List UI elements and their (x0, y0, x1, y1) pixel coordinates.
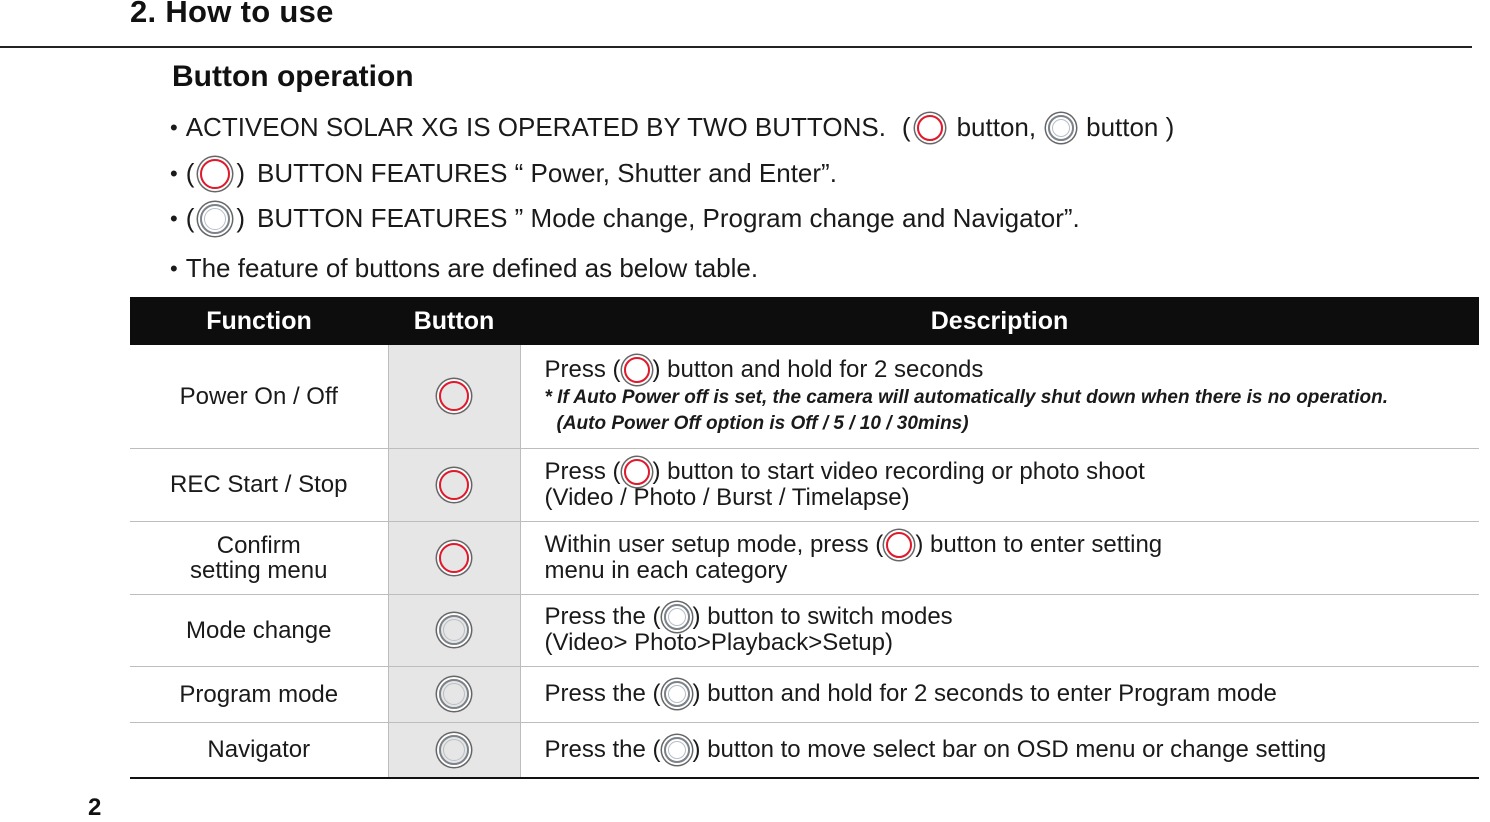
bullet-1-red-word: button, (956, 112, 1037, 142)
bullet-dot: • (170, 205, 178, 231)
bullet-1-text: ACTIVEON SOLAR XG IS OPERATED BY TWO BUTTONS. (185, 112, 886, 142)
desc-pre: Press the ( (544, 603, 661, 630)
bullet-4-text: The feature of buttons are defined as below table. (185, 253, 759, 283)
description-cell (520, 448, 1479, 521)
function-cell (130, 345, 388, 448)
bullet-2-text: BUTTON FEATURES “ Power, Shutter and Enter”. (257, 158, 837, 188)
col-function: Function (130, 297, 388, 345)
desc-line2: (Video> Photo>Playback>Setup) (544, 629, 893, 656)
bullet-1-gray-word: button ) (1086, 112, 1175, 142)
table-row (130, 666, 1479, 722)
red-button-icon (439, 543, 469, 573)
desc-pre: Press ( (544, 356, 621, 384)
bullet-2-close: ) (236, 158, 246, 188)
gray-button-icon (439, 735, 469, 765)
table-row (130, 594, 1479, 666)
subtitle: Button operation (172, 60, 414, 93)
function-cell (130, 666, 388, 722)
description-cell (520, 521, 1479, 594)
description-cell (520, 722, 1479, 778)
description-cell (520, 345, 1479, 448)
bullet-dot: • (170, 114, 178, 140)
auto-power-note: * If Auto Power off is set, the camera will automatically shut down when there is no operation. (544, 387, 1389, 409)
bullet-3-open: ( (185, 203, 195, 233)
gray-button-icon (664, 737, 690, 763)
col-description: Description (520, 297, 1479, 345)
desc-post: ) button and hold for 2 seconds (652, 356, 984, 384)
gray-button-icon (439, 679, 469, 709)
bullet-3 (170, 203, 1080, 234)
desc-post: ) button and hold for 2 seconds to enter Program mode (692, 680, 1277, 707)
desc-pre: Within user setup mode, press ( (544, 530, 884, 558)
button-cell (388, 722, 520, 778)
red-button-icon (200, 159, 230, 189)
desc-line2: (Video / Photo / Burst / Timelapse) (544, 483, 910, 511)
function-label: Program mode (179, 680, 339, 708)
description-cell (520, 594, 1479, 666)
gray-button-icon (1048, 115, 1074, 141)
function-label-line1: Confirm (216, 531, 301, 559)
bullet-2-open: ( (185, 158, 195, 188)
function-label: Mode change (186, 616, 332, 644)
bullet-1 (170, 112, 1174, 143)
red-button-icon (439, 470, 469, 500)
gray-button-icon (439, 615, 469, 645)
auto-power-options: (Auto Power Off option is Off / 5 / 10 / 30mins) (556, 413, 969, 435)
bullet-2 (170, 158, 837, 189)
table-row (130, 345, 1479, 448)
button-cell (388, 345, 520, 448)
desc-pre: Press ( (544, 457, 621, 485)
red-button-icon (439, 381, 469, 411)
button-cell (388, 448, 520, 521)
desc-post: ) button to move select bar on OSD menu or change setting (692, 735, 1327, 763)
red-button-icon (624, 357, 650, 383)
bullet-dot: • (170, 255, 178, 281)
function-label: Power On / Off (179, 382, 338, 410)
desc-pre: Press the ( (544, 735, 661, 763)
bullet-3-text: BUTTON FEATURES ” Mode change, Program change and Navigator”. (257, 203, 1080, 233)
button-cell (388, 666, 520, 722)
features-table (130, 297, 1479, 779)
function-label: REC Start / Stop (170, 471, 348, 498)
header-rule (0, 46, 1472, 48)
button-cell (388, 521, 520, 594)
col-button: Button (388, 297, 520, 345)
function-cell (130, 722, 388, 778)
function-cell (130, 594, 388, 666)
desc-post: ) button to switch modes (692, 603, 953, 630)
desc-pre: Press the ( (544, 680, 661, 707)
desc-post: ) button to enter setting (915, 530, 1163, 558)
desc-post: ) button to start video recording or photo shoot (652, 457, 1145, 485)
gray-button-icon (200, 204, 230, 234)
red-button-icon (624, 459, 650, 485)
bullet-1-open: ( (901, 112, 911, 142)
button-cell (388, 594, 520, 666)
desc-line2: menu in each category (544, 556, 788, 584)
section-title: 2. How to use (130, 0, 334, 29)
gray-button-icon (664, 604, 690, 630)
bullet-3-close: ) (236, 203, 246, 233)
function-cell (130, 521, 388, 594)
gray-button-icon (664, 681, 690, 707)
function-label: Navigator (207, 736, 311, 764)
function-label-line2: setting menu (190, 556, 328, 584)
bullet-dot: • (170, 160, 178, 186)
table-header-row (130, 297, 1479, 345)
table-row (130, 722, 1479, 778)
red-button-icon (886, 532, 912, 558)
bullet-4 (170, 253, 758, 284)
description-cell (520, 666, 1479, 722)
red-button-icon (917, 115, 943, 141)
function-cell (130, 448, 388, 521)
page-number: 2 (88, 794, 102, 821)
table-row (130, 448, 1479, 521)
table-row (130, 521, 1479, 594)
